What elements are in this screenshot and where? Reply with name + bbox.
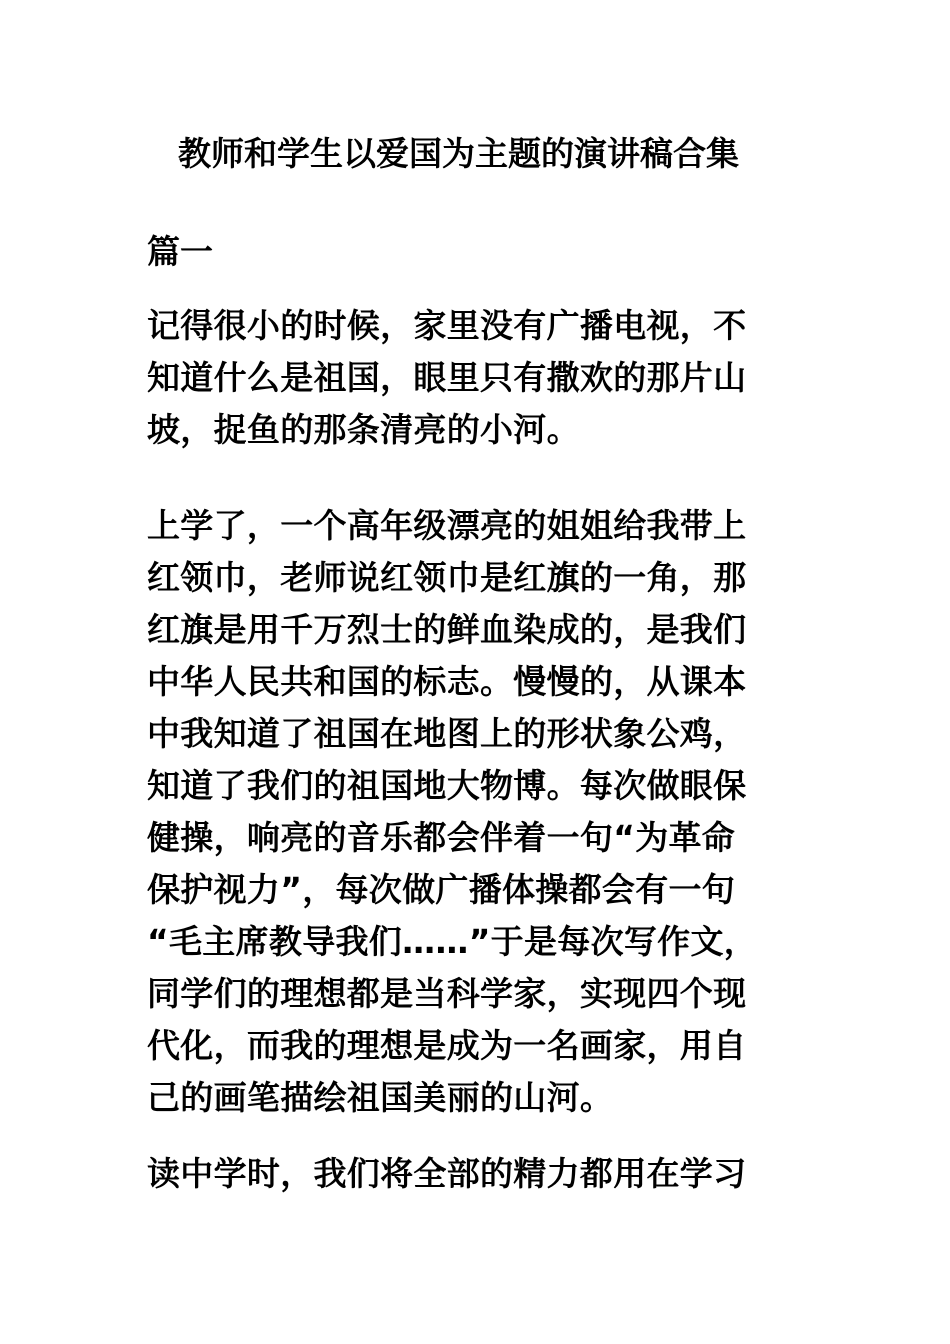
paragraph-line: 知道了我们的祖国地大物博。每次做眼保 <box>147 766 747 805</box>
paragraph-line: 代化，而我的理想是成为一名画家，用自 <box>147 1026 747 1065</box>
paragraph-2 <box>147 500 807 1124</box>
paragraph-line: 读中学时，我们将全部的精力都用在学习 <box>147 1154 747 1193</box>
paragraph-line: “毛主席教导我们……”于是每次写作文， <box>147 922 758 961</box>
section-heading: 篇一 <box>147 232 213 271</box>
paragraph-line: 保护视力”，每次做广播体操都会有一句 <box>147 870 736 909</box>
paragraph-line: 红领巾，老师说红领巾是红旗的一角，那 <box>147 558 747 597</box>
paragraph-line: 中我知道了祖国在地图上的形状象公鸡， <box>147 714 747 753</box>
paragraph-3 <box>147 1148 807 1200</box>
paragraph-1 <box>147 300 807 456</box>
paragraph-line: 中华人民共和国的标志。慢慢的，从课本 <box>147 662 747 701</box>
paragraph-line: 红旗是用千万烈士的鲜血染成的，是我们 <box>147 610 747 649</box>
paragraph-line: 己的画笔描绘祖国美丽的山河。 <box>147 1078 614 1117</box>
paragraph-line: 记得很小的时候，家里没有广播电视，不 <box>147 306 747 345</box>
document-title: 教师和学生以爱国为主题的演讲稿合集 <box>178 134 739 173</box>
paragraph-line: 坡，捉鱼的那条清亮的小河。 <box>147 410 580 449</box>
paragraph-line: 同学们的理想都是当科学家，实现四个现 <box>147 974 747 1013</box>
paragraph-line: 健操，响亮的音乐都会伴着一句“为革命 <box>147 818 736 857</box>
paragraph-line: 知道什么是祖国，眼里只有撒欢的那片山 <box>147 358 747 397</box>
paragraph-line: 上学了，一个高年级漂亮的姐姐给我带上 <box>147 506 747 545</box>
